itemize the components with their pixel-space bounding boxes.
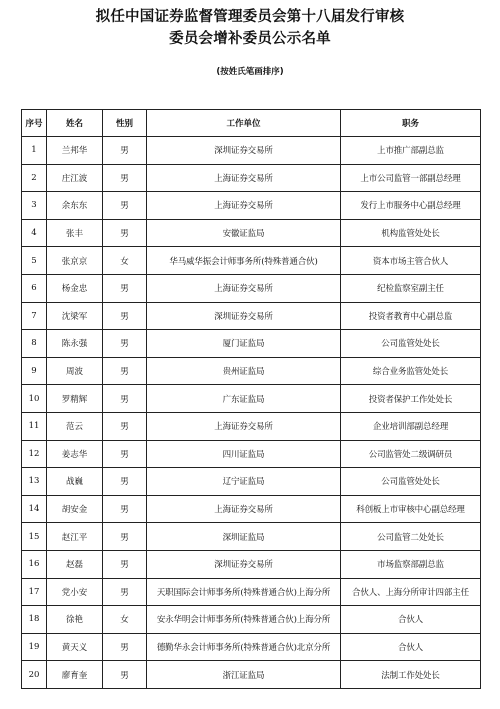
cell-employer: 深圳证券交易所 <box>147 137 341 165</box>
cell-index: 4 <box>22 219 47 247</box>
cell-gender: 男 <box>103 633 147 661</box>
cell-position: 纪检监察室副主任 <box>341 274 481 302</box>
table-row <box>22 274 481 302</box>
cell-position: 科创板上市审核中心副总经理 <box>341 495 481 523</box>
cell-employer: 安徽证监局 <box>147 219 341 247</box>
table-row <box>22 495 481 523</box>
table-row <box>22 468 481 496</box>
table-row <box>22 357 481 385</box>
cell-gender: 女 <box>103 606 147 634</box>
cell-index: 11 <box>22 412 47 440</box>
cell-employer: 安永华明会计师事务所(特殊普通合伙)上海分所 <box>147 606 341 634</box>
nominee-table <box>21 109 481 689</box>
cell-gender: 男 <box>103 219 147 247</box>
cell-name: 陈永强 <box>47 330 103 358</box>
cell-employer: 深圳证监局 <box>147 523 341 551</box>
cell-employer: 辽宁证监局 <box>147 468 341 496</box>
cell-employer: 德勤华永会计师事务所(特殊普通合伙)北京分所 <box>147 633 341 661</box>
cell-name: 杨金忠 <box>47 274 103 302</box>
cell-gender: 男 <box>103 357 147 385</box>
table-row <box>22 219 481 247</box>
table-row <box>22 302 481 330</box>
column-header-position: 职务 <box>341 110 481 137</box>
cell-employer: 上海证券交易所 <box>147 164 341 192</box>
cell-index: 13 <box>22 468 47 496</box>
cell-gender: 男 <box>103 578 147 606</box>
cell-name: 周波 <box>47 357 103 385</box>
column-header-index: 序号 <box>22 110 47 137</box>
cell-position: 合伙人 <box>341 606 481 634</box>
cell-employer: 深圳证券交易所 <box>147 302 341 330</box>
cell-name: 余东东 <box>47 192 103 220</box>
sort-order-note: (按姓氏笔画排序) <box>216 67 284 77</box>
table-row <box>22 661 481 689</box>
cell-employer: 广东证监局 <box>147 385 341 413</box>
cell-employer: 贵州证监局 <box>147 357 341 385</box>
cell-index: 6 <box>22 274 47 302</box>
table-row <box>22 247 481 275</box>
cell-gender: 男 <box>103 523 147 551</box>
cell-position: 市场监察部副总监 <box>341 550 481 578</box>
table-row <box>22 523 481 551</box>
cell-name: 赵磊 <box>47 550 103 578</box>
cell-position: 公司监管处二级调研员 <box>341 440 481 468</box>
table-row <box>22 440 481 468</box>
cell-name: 战巍 <box>47 468 103 496</box>
cell-gender: 男 <box>103 137 147 165</box>
table-row <box>22 633 481 661</box>
cell-position: 企业培训部副总经理 <box>341 412 481 440</box>
cell-name: 徐艳 <box>47 606 103 634</box>
table-row <box>22 192 481 220</box>
document-title-line-1: 拟任中国证券监督管理委员会第十八届发行审核 <box>95 9 405 25</box>
cell-index: 19 <box>22 633 47 661</box>
cell-index: 20 <box>22 661 47 689</box>
cell-name: 胡安金 <box>47 495 103 523</box>
cell-gender: 男 <box>103 164 147 192</box>
cell-employer: 天职国际会计师事务所(特殊普通合伙)上海分所 <box>147 578 341 606</box>
cell-index: 10 <box>22 385 47 413</box>
cell-position: 综合业务监管处处长 <box>341 357 481 385</box>
cell-position: 投资者保护工作处处长 <box>341 385 481 413</box>
cell-position: 公司监管二处处长 <box>341 523 481 551</box>
cell-employer: 深圳证券交易所 <box>147 550 341 578</box>
cell-gender: 男 <box>103 468 147 496</box>
table-row <box>22 412 481 440</box>
cell-gender: 男 <box>103 550 147 578</box>
cell-index: 16 <box>22 550 47 578</box>
cell-position: 合伙人、上海分所审计四部主任 <box>341 578 481 606</box>
cell-employer: 华马威华振会计师事务所(特殊普通合伙) <box>147 247 341 275</box>
cell-index: 18 <box>22 606 47 634</box>
column-header-gender: 性别 <box>103 110 147 137</box>
cell-position: 机构监管处处长 <box>341 219 481 247</box>
cell-employer: 上海证券交易所 <box>147 412 341 440</box>
cell-employer: 四川证监局 <box>147 440 341 468</box>
cell-position: 上市公司监管一部副总经理 <box>341 164 481 192</box>
column-header-employer: 工作单位 <box>147 110 341 137</box>
cell-gender: 男 <box>103 495 147 523</box>
table-row <box>22 550 481 578</box>
cell-index: 5 <box>22 247 47 275</box>
cell-gender: 男 <box>103 385 147 413</box>
cell-position: 发行上市服务中心副总经理 <box>341 192 481 220</box>
cell-position: 法制工作处处长 <box>341 661 481 689</box>
cell-position: 投资者教育中心副总监 <box>341 302 481 330</box>
cell-name: 廖育奎 <box>47 661 103 689</box>
cell-gender: 男 <box>103 192 147 220</box>
cell-gender: 男 <box>103 274 147 302</box>
cell-name: 沈梁军 <box>47 302 103 330</box>
cell-name: 庄江波 <box>47 164 103 192</box>
column-header-name: 姓名 <box>47 110 103 137</box>
table-row <box>22 578 481 606</box>
table-header-row <box>22 110 481 137</box>
table-row <box>22 164 481 192</box>
cell-gender: 男 <box>103 440 147 468</box>
cell-name: 兰邦华 <box>47 137 103 165</box>
cell-index: 1 <box>22 137 47 165</box>
table-row <box>22 330 481 358</box>
cell-name: 党小安 <box>47 578 103 606</box>
cell-gender: 男 <box>103 412 147 440</box>
cell-position: 资本市场主管合伙人 <box>341 247 481 275</box>
cell-position: 公司监管处处长 <box>341 330 481 358</box>
cell-employer: 浙江证监局 <box>147 661 341 689</box>
cell-index: 17 <box>22 578 47 606</box>
cell-name: 张丰 <box>47 219 103 247</box>
cell-index: 12 <box>22 440 47 468</box>
cell-name: 赵江平 <box>47 523 103 551</box>
cell-gender: 男 <box>103 661 147 689</box>
cell-name: 姜志华 <box>47 440 103 468</box>
cell-position: 合伙人 <box>341 633 481 661</box>
cell-position: 上市推广部副总监 <box>341 137 481 165</box>
cell-position: 公司监管处处长 <box>341 468 481 496</box>
cell-name: 黄天义 <box>47 633 103 661</box>
cell-employer: 上海证券交易所 <box>147 192 341 220</box>
cell-index: 2 <box>22 164 47 192</box>
cell-employer: 厦门证监局 <box>147 330 341 358</box>
cell-gender: 男 <box>103 302 147 330</box>
cell-name: 范云 <box>47 412 103 440</box>
cell-name: 张京京 <box>47 247 103 275</box>
cell-name: 罗精辉 <box>47 385 103 413</box>
cell-employer: 上海证券交易所 <box>147 495 341 523</box>
cell-index: 8 <box>22 330 47 358</box>
table-row <box>22 385 481 413</box>
table-row <box>22 606 481 634</box>
cell-gender: 男 <box>103 330 147 358</box>
cell-index: 7 <box>22 302 47 330</box>
cell-index: 14 <box>22 495 47 523</box>
cell-employer: 上海证券交易所 <box>147 274 341 302</box>
document-title-line-2: 委员会增补委员公示名单 <box>169 31 331 47</box>
cell-index: 15 <box>22 523 47 551</box>
cell-index: 9 <box>22 357 47 385</box>
cell-gender: 女 <box>103 247 147 275</box>
cell-index: 3 <box>22 192 47 220</box>
table-row <box>22 137 481 165</box>
